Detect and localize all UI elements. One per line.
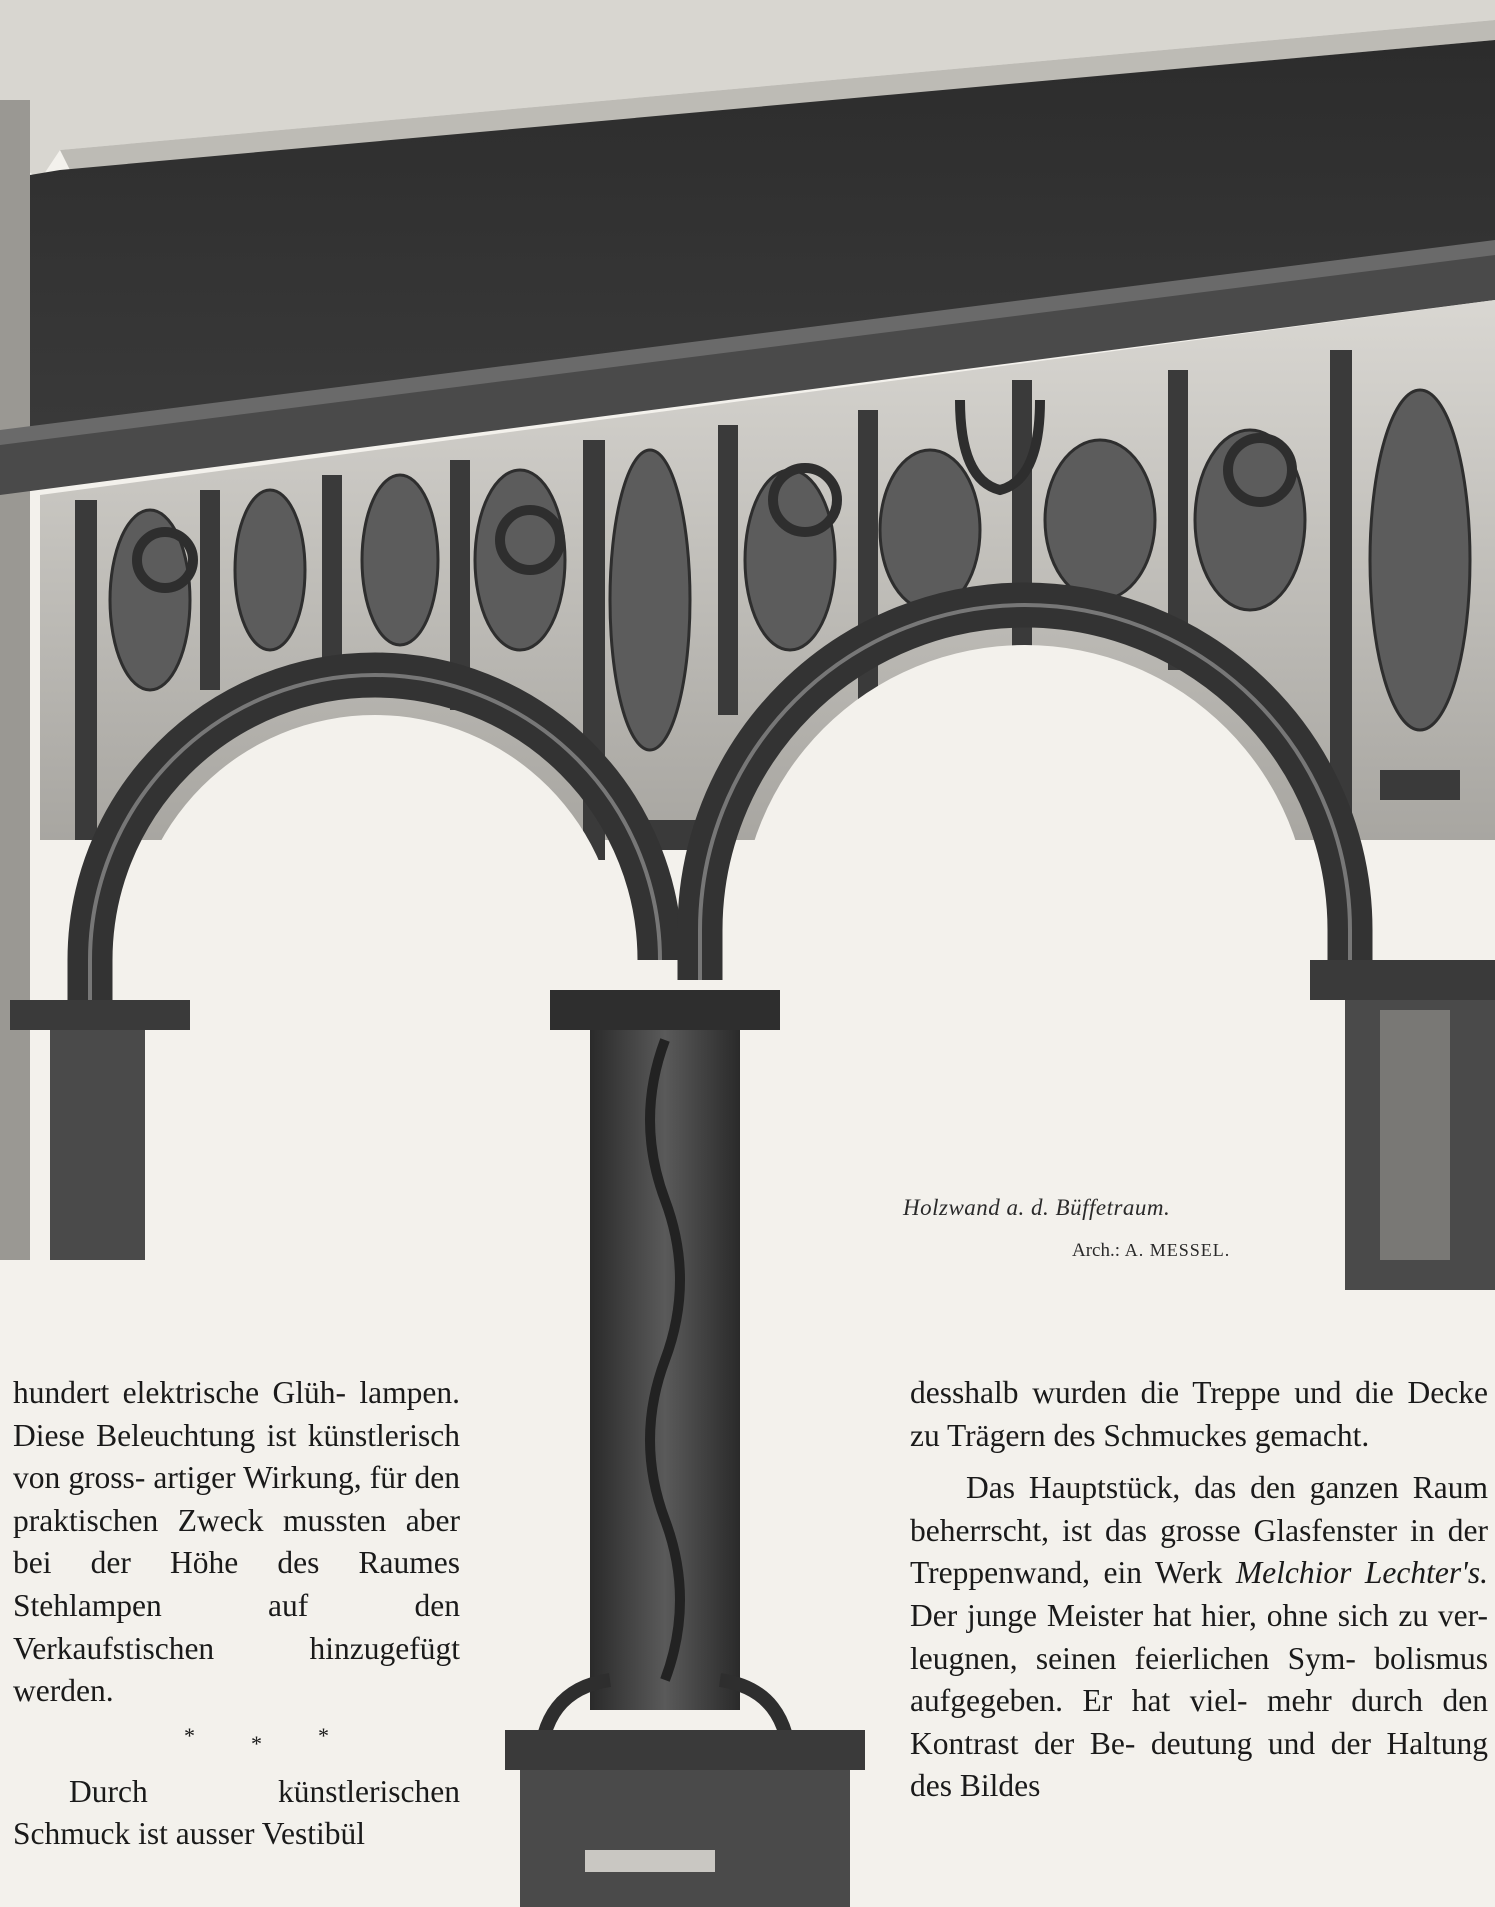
text-line: Raumes Stehlampen auf den [13,1545,460,1623]
text-line: lampen. Diese Beleuchtung [13,1375,460,1453]
right-paragraph-1 [910,1372,1488,1457]
figure-caption: Holzwand a. d. Büffetraum. [903,1195,1171,1220]
column-base [520,1770,850,1907]
text-line: Schmuck ist ausser Vestibül [13,1816,366,1852]
text-line: Verkaufstischen hinzugefügt [13,1630,460,1666]
text-line: Glasfenster in der Treppenwand, ein [910,1512,1488,1591]
right-text-column [910,1372,1488,1808]
text-line: gemacht. [1254,1417,1370,1453]
left-paragraph-2 [13,1771,460,1856]
text-line: deutung und der Haltung des Bildes [910,1725,1488,1804]
text-line: Meister hat hier, ohne sich zu ver- [1046,1597,1489,1633]
right-arch-opening [740,645,1310,1260]
right-paragraph-2 [910,1467,1488,1808]
text-line: aber bei der Höhe des [13,1502,460,1581]
text-line: leugnen, seinen feierlichen Sym- [910,1640,1356,1676]
artist-name: Melchior Lechter's. [1235,1555,1488,1591]
text-line: desshalb wurden die Treppe und die [910,1375,1394,1410]
text-line: Decke zu Trägern des Schmuckes [910,1375,1488,1453]
credit-prefix: Arch.: [1072,1240,1121,1261]
section-divider-stars [13,1721,460,1765]
star: * [251,1730,262,1756]
text-line: ist künstlerisch von gross- [13,1417,460,1496]
text-line: Der junge [910,1597,1038,1633]
left-text-column [13,1372,460,1856]
star: * [318,1722,329,1748]
text-line: Durch künstlerischen [69,1773,460,1809]
credit-name: A. MESSEL. [1124,1240,1231,1260]
left-pier [50,1030,145,1260]
star: * [184,1722,195,1748]
architect-credit [1072,1240,1230,1262]
column-base-cap [505,1730,865,1770]
text-line: Werk [1154,1555,1223,1591]
text-line: Raum beherrscht, ist das grosse [910,1470,1488,1548]
column-capital [550,990,780,1030]
text-line: mehr durch den Kontrast der Be- [910,1683,1488,1761]
text-line: praktischen Zweck mussten [13,1502,387,1538]
left-arch-opening [130,715,620,1260]
text-line: Das Hauptstück, das den ganzen [966,1470,1399,1506]
text-line: hundert elektrische Glüh- [13,1375,346,1410]
text-line: artiger Wirkung, für den [153,1460,460,1496]
text-line: bolismus aufgegeben. Er hat viel- [910,1640,1489,1719]
left-paragraph-1 [13,1372,460,1713]
text-line: werden. [13,1673,114,1709]
